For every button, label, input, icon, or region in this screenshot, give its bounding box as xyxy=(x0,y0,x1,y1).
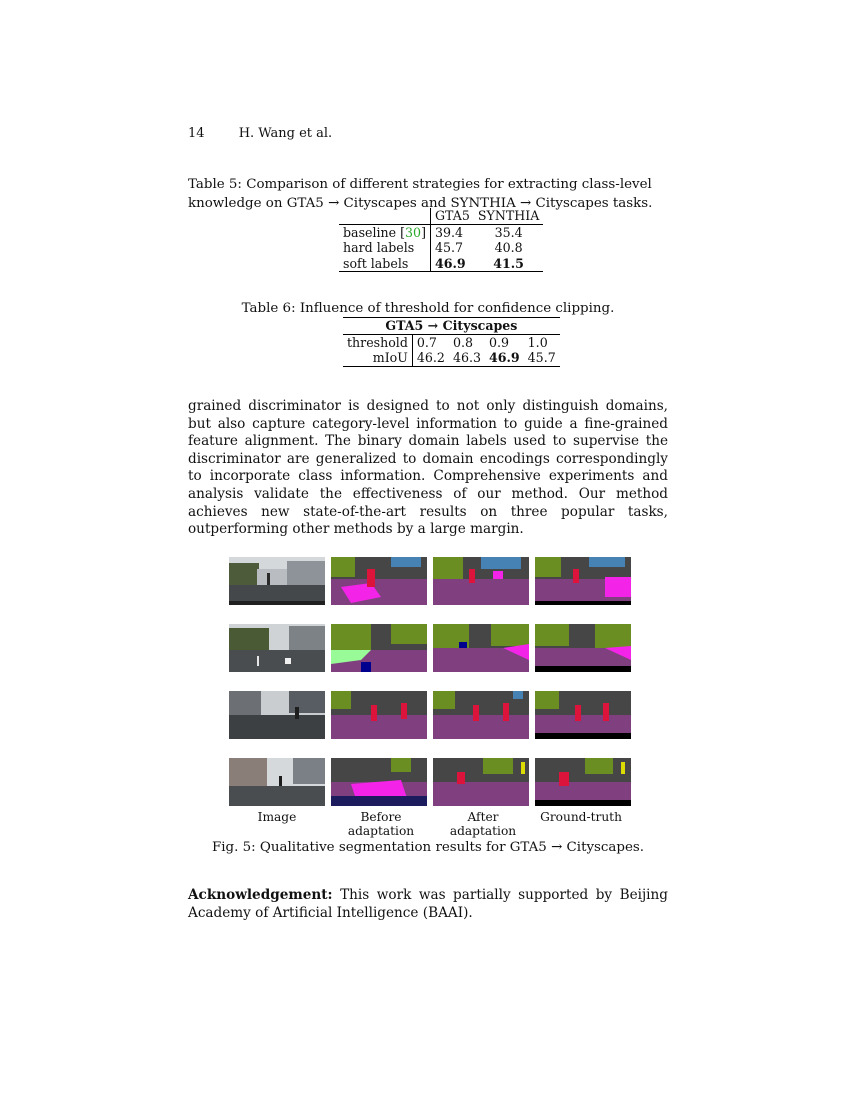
table6-cell: 1.0 xyxy=(527,334,548,350)
body-paragraph: grained discriminator is designed to not only distinguish domains, but also capture category-level information to guide a fine-grained feature alignment. The binary domain labels used to supervise the discriminator are generalized to domain encodings correspondingly to incorporate class information. Comprehensive experiments and analysis validate the effectiveness of our method. Our method achieves new state-of-the-art results on three popular tasks, outperforming other methods by a large margin. xyxy=(188,398,668,538)
figure-ground-truth xyxy=(535,624,631,672)
running-authors: H. Wang et al. xyxy=(238,126,333,141)
figure-row xyxy=(229,557,631,605)
column-label-ground-truth: Ground-truth xyxy=(540,810,622,824)
table-row xyxy=(343,350,560,366)
table6-threshold-label: threshold xyxy=(343,334,412,350)
acknowledgement xyxy=(188,887,668,922)
column-label-after: After adaptation xyxy=(449,810,517,838)
figure-ground-truth xyxy=(535,691,631,739)
acknowledgement-label: Acknowledgement: xyxy=(188,887,333,903)
table-row xyxy=(343,334,560,350)
figure-segmentation-after xyxy=(433,758,529,806)
table6-miou-label: mIoU xyxy=(343,350,412,366)
table6 xyxy=(343,317,560,367)
figure-row xyxy=(229,758,631,806)
figure-row xyxy=(229,691,631,739)
figure-segmentation-after xyxy=(433,624,529,672)
figure-ground-truth xyxy=(535,758,631,806)
figure-image-photo xyxy=(229,758,325,806)
figure-image-photo xyxy=(229,691,325,739)
table6-caption: Table 6: Influence of threshold for confidence clipping. xyxy=(241,301,615,316)
table6-title: GTA5 → Cityscapes xyxy=(343,318,560,335)
figure-segmentation-after xyxy=(433,557,529,605)
column-label-before: Before adaptation xyxy=(347,810,415,838)
table5-caption: Table 5: Comparison of different strategies for extracting class-level knowledge on GTA5 → Cityscapes and SYNTHIA → Cityscapes tasks. xyxy=(188,177,653,211)
figure-segmentation-before xyxy=(331,557,427,605)
table6-cell: 46.9 xyxy=(485,350,524,366)
table6-cell: 0.8 xyxy=(452,334,473,350)
table-row xyxy=(339,256,543,272)
table5-cell: 40.8 xyxy=(494,240,523,255)
figure-row xyxy=(229,624,631,672)
table5-row-label: hard labels xyxy=(343,240,415,255)
figure-ground-truth xyxy=(535,557,631,605)
citation-link[interactable]: 30 xyxy=(405,224,422,240)
table-row xyxy=(339,224,543,240)
column-label-image: Image xyxy=(257,810,297,824)
acknowledgement-text: This work was partially supported by Beijing Academy of Artificial Intelligence (BAAI). xyxy=(188,887,668,921)
table5-row-label: soft labels xyxy=(339,256,430,272)
table6-cell: 0.7 xyxy=(416,334,437,350)
table5-cell: 46.9 xyxy=(430,256,473,272)
figure-segmentation-before xyxy=(331,691,427,739)
table5-cell: 39.4 xyxy=(430,224,473,240)
figure-image-photo xyxy=(229,557,325,605)
table5 xyxy=(339,208,543,272)
table6-title-row xyxy=(343,318,560,335)
table5-cell: 41.5 xyxy=(474,256,543,272)
table5-header-synthia: SYNTHIA xyxy=(474,208,543,224)
table6-cell: 0.9 xyxy=(488,334,510,350)
table5-cell: 35.4 xyxy=(494,224,523,240)
page-number: 14 xyxy=(188,126,205,141)
figure5-caption: Fig. 5: Qualitative segmentation results for GTA5 → Cityscapes. xyxy=(211,840,645,855)
table6-cell: 45.7 xyxy=(524,350,560,366)
table5-cell: 45.7 xyxy=(430,240,473,256)
table6-cell: 46.3 xyxy=(449,350,485,366)
row-label-text: baseline xyxy=(343,224,397,240)
figure-segmentation-before xyxy=(331,624,427,672)
table6-cell: 46.2 xyxy=(412,350,449,366)
table5-header-blank xyxy=(339,208,430,224)
figure-image-photo xyxy=(229,624,325,672)
table-row xyxy=(339,240,543,256)
figure-segmentation-before xyxy=(331,758,427,806)
figure-segmentation-after xyxy=(433,691,529,739)
page-header xyxy=(188,126,332,141)
table5-header-gta5: GTA5 xyxy=(430,208,473,224)
table5-header-row xyxy=(339,208,543,224)
table5-row-label: baseline [30] xyxy=(343,224,426,240)
